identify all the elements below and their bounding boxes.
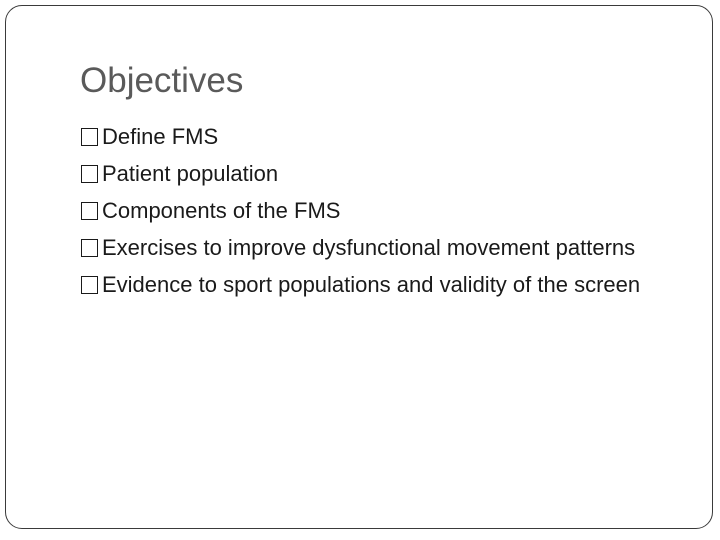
- missing-glyph-box-icon: [81, 202, 98, 220]
- bullet-text: Exercises to improve dysfunctional movement patterns: [102, 235, 636, 260]
- bullet-text: Evidence to sport populations and validity of the screen: [102, 272, 641, 297]
- bullet-item: [80, 195, 670, 226]
- missing-glyph-box-icon: [81, 128, 98, 146]
- bullet-list: [80, 121, 670, 300]
- bullet-item: [80, 269, 670, 300]
- bullet-text: Define FMS: [102, 124, 219, 149]
- bullet-text: Components of the FMS: [102, 198, 341, 223]
- bullet-text: Patient population: [102, 161, 279, 186]
- missing-glyph-box-icon: [81, 239, 98, 257]
- missing-glyph-box-icon: [81, 276, 98, 294]
- bullet-item: [80, 232, 670, 263]
- bullet-item: [80, 158, 670, 189]
- bullet-item: [80, 121, 670, 152]
- missing-glyph-box-icon: [81, 165, 98, 183]
- slide-title: Objectives: [80, 61, 244, 100]
